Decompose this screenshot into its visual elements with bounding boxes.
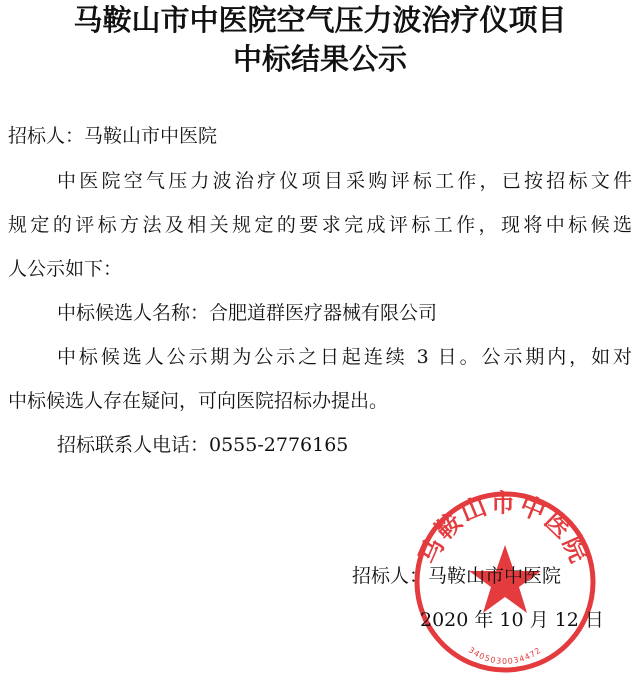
paragraph-1-line-1: 中医院空气压力波治疗仪项目采购评标工作，已按招标文件	[57, 170, 632, 192]
notice-line-1: 中标候选人公示期为公示之日起连续 3 日。公示期内，如对	[57, 346, 632, 368]
contact-line: 招标联系人电话：0555-2776165	[57, 434, 349, 456]
tenderer-line: 招标人：马鞍山市中医院	[8, 125, 218, 147]
document-title-line-1: 马鞍山市中医院空气压力波治疗仪项目	[73, 3, 567, 37]
svg-text:3405030034472	[467, 645, 543, 665]
signature-date: 2020 年 10 月 12 日	[420, 609, 604, 631]
stamp-number: 3405030034472	[466, 645, 544, 666]
paragraph-1-line-2: 规定的评标方法及相关规定的要求完成评标工作，现将中标候选	[8, 214, 632, 236]
candidate-name-line: 中标候选人名称：合肥道群医疗器械有限公司	[57, 302, 438, 324]
signature-tenderer: 招标人：马鞍山市中医院	[352, 565, 562, 587]
stamp-text: 马鞍山市中医院	[413, 488, 595, 569]
document-title-line-2: 中标结果公示	[232, 42, 407, 76]
paragraph-1-line-3: 人公示如下：	[8, 258, 123, 280]
notice-line-2: 中标候选人存在疑问，可向医院招标办提出。	[8, 390, 389, 412]
